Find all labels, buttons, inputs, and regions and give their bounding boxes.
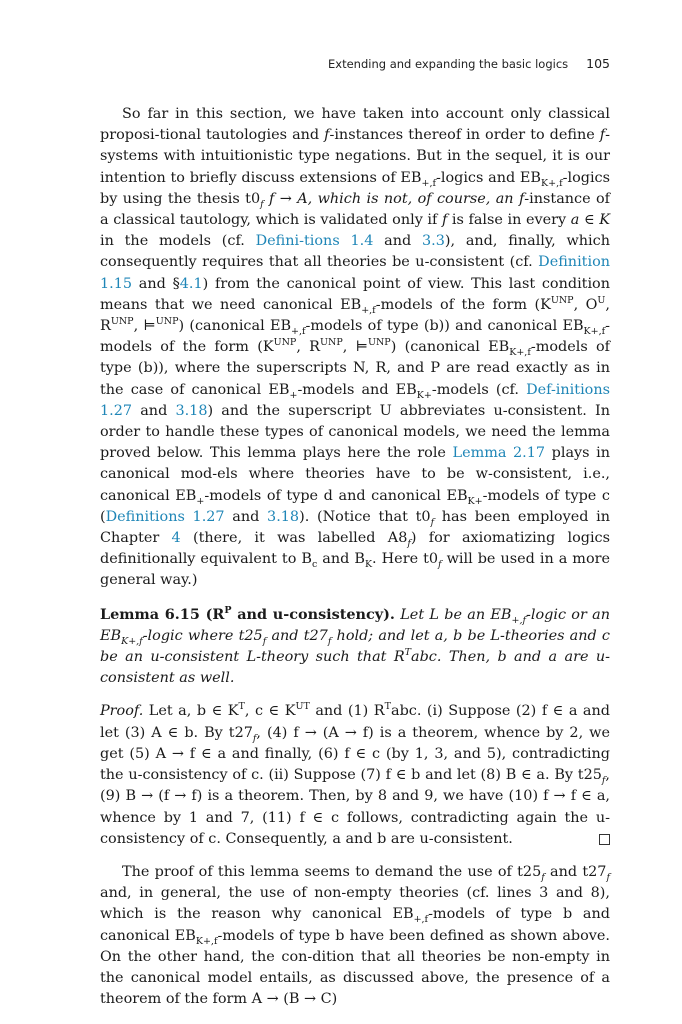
lemma-label: Lemma 6.15 [100,605,200,623]
link-definition-1-15[interactable]: Definition 1.15 [100,254,610,292]
link-3-18[interactable]: 3.18 [175,402,208,419]
link-definitions-1-4[interactable]: Defini-tions 1.4 [255,233,374,250]
link-3-18b[interactable]: 3.18 [267,508,300,525]
link-chapter-4[interactable]: 4 [171,530,181,547]
running-head-title: Extending and expanding the basic logics [328,57,569,71]
link-3-3[interactable]: 3.3 [421,233,445,250]
paragraph-intro: So far in this section, we have taken into account only classical proposi-tional tautologies and f-instances thereof in order to define f-systems with intuitionistic type negations. But in the sequel, it is our intention to briefly discuss extensions of $EB_{+,f}$-logics and $EB_{K+,f}$-logics by using the thesis $t0_f$ f → A, which is not, of course, an f-instance of a classical tautology, which is validated only if f is false in every a ∈ K in the models (cf. Defini-tions 1.4 and 3.3), and, finally, which consequently requires that all theories be u-consistent (cf. Definition 1.15 and §4.1) from the canonical point of view. This last condition means that we need canonical $EB_{+,f}$-models of the form ($K^{UNP}$, $O^U$, $R^{UNP}$, ⊨$^{UNP}$) (canonical $EB_{+,f}$-models of type (b)) and canonical $EB_{K+,f}$-models of the form ($K^{UNP}$, $R^{UNP}$, ⊨$^{UNP}$) (canonical $EB_{K+,f}$-models of type (b)), where the superscripts N, R, and P are read exactly as in the case of canonical $EB_+$-models and $EB_{K+}$-models (cf. Def-initions 1.27 and 3.18) and the superscript U abbreviates u-consistent. In order to handle these types of canonical models, we need the lemma proved below. This lemma plays here the role Lemma 2.17 plays in canonical mod-els where theories have to be w-consistent, i.e., canonical $EB_+$-models of type d and canonical $EB_{K+}$-models of type c (Definitions 1.27 and 3.18). (Notice that $t0_f$ has been employed in Chapter 4 (there, it was labelled $A8_f$) for axiomatizing logics definitionally equivalent to $B_c$ and $B_K$. Here $t0_f$ will be used in a more general way.) [100,106,611,589]
qed-box-icon [599,834,610,845]
paragraph-discussion: The proof of this lemma seems to demand the use of $t25_f$ and $t27_f$ and, in general, the use of non-empty theories (cf. lines 3 and 8), which is the reason why canonical $EB_{+,f}$-models of type b and canonical $EB_{K+,f}$-models of type b have been defined as shown above. On the other hand, the con-dition that all theories be non-empty in the canonical model entails, as discussed above, the presence of a theorem of the form A → (B → C) [100,863,610,1008]
running-head [328,56,610,71]
proof: Proof. Let a, b ∈ $K^T$, c ∈ $K^{UT}$ and (1) $R^Tabc$. (i) Suppose (2) f ∈ a and let (3) A ∈ b. By $t27_f$, (4) f → (A → f) is a theorem, whence by 2, we get (5) A → f ∈ a and finally, (6) f ∈ c (by 1, 3, and 5), contradicting the u-consistency of c. (ii) Suppose (7) f ∈ b and let (8) B ∈ a. By $t25_f$, (9) B → (f → f) is a theorem. Then, by 8 and 9, we have (10) f → f ∈ a, whence by 1 and 7, (11) f ∈ c follows, contradicting again the u-consistency of c. Consequently, a and b are u-consistent. [100,701,610,847]
link-definitions-1-27[interactable]: Def-initions 1.27 [100,381,610,419]
lemma-6-15: Lemma 6.15 ($R^P$ and u-consistency). Let L be an $EB_{+,f}$-logic or an $EB_{K+,f}$-logic where $t25_f$ and $t27_f$ hold; and let a, b be L-theories and c be an u-consistent L-theory such that $R^Tabc$. Then, b and a are u-consistent as well. [100,604,610,687]
proof-label: Proof. [100,703,144,720]
page-number: 105 [586,56,610,71]
link-definitions-1-27b[interactable]: Definitions 1.27 [105,508,225,525]
body-text [100,104,610,1010]
link-lemma-2-17[interactable]: Lemma 2.17 [452,445,546,462]
link-section-4-1[interactable]: 4.1 [179,275,203,292]
